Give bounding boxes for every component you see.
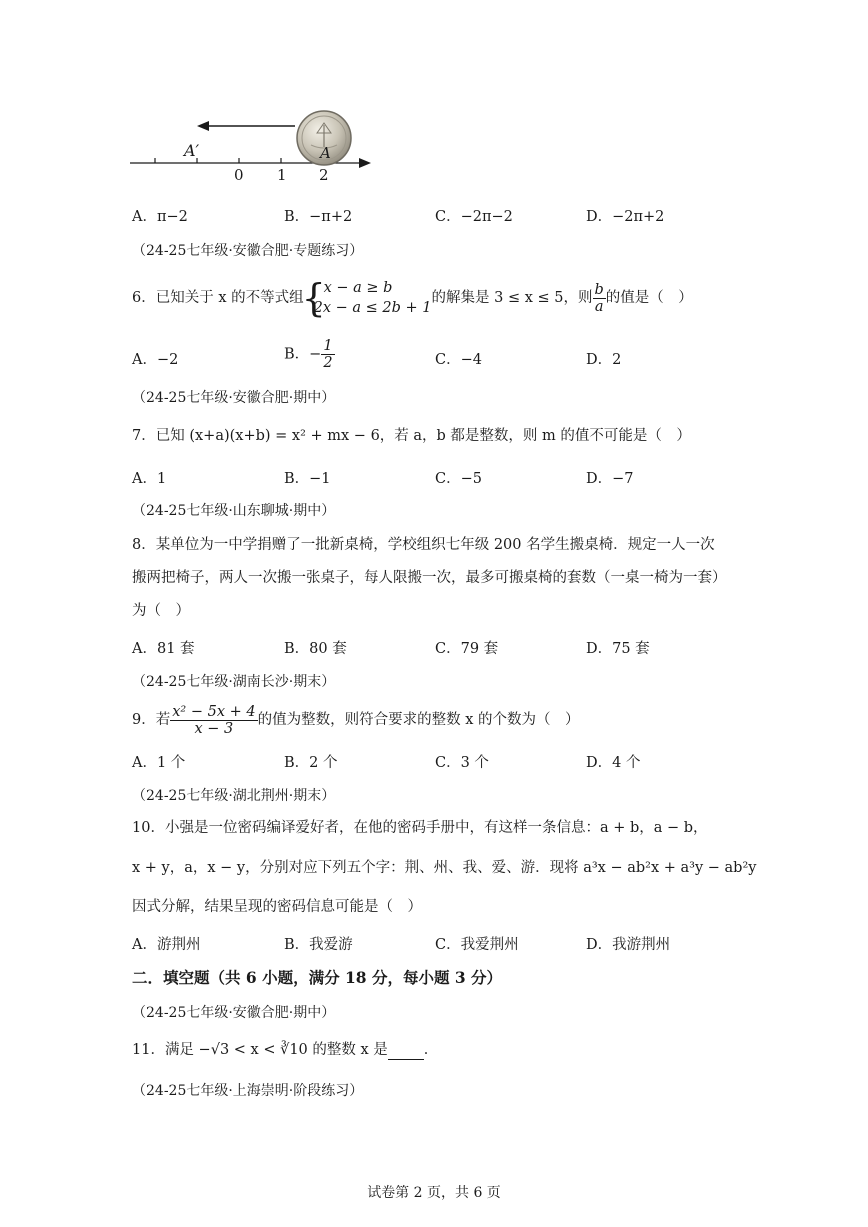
q11-question: 11．满足 −√3 < x < ∛10 的整数 x 是 ． (132, 1042, 439, 1058)
q5-option-b[interactable]: B．−π+2 (284, 209, 353, 225)
q10-option-b[interactable]: B．我爱游 (284, 937, 353, 953)
tick-label-1: 1 (277, 166, 287, 184)
coin-point-label: A (320, 144, 331, 162)
q10-line-1: 10．小强是一位密码编译爱好者，在他的密码手册中，有这样一条信息：a + b，a − b， (132, 820, 708, 836)
q5-option-a[interactable]: A．π−2 (132, 209, 188, 225)
q10-line-2: x + y，a，x − y，分别对应下列五个字：荆、州、我、爱、游．现将 a³x − ab²x + a³y − ab²y (132, 860, 757, 876)
q6-fraction: $\frac{b}{a}$ (594, 281, 604, 315)
q8-source: （24-25七年级·山东聊城·期中） (132, 503, 336, 519)
q8-line-2: 搬两把椅子，两人一次搬一张桌子，每人限搬一次，最多可搬桌椅的套数（一桌一椅为一套） (132, 570, 727, 586)
q9-option-a[interactable]: A．1 个 (132, 755, 186, 771)
q8-option-c[interactable]: C．79 套 (435, 641, 499, 657)
q11-answer-blank[interactable] (388, 1045, 424, 1060)
q8-option-b[interactable]: B．80 套 (284, 641, 347, 657)
q10-option-c[interactable]: C．我爱荆州 (435, 937, 519, 953)
q11-source: （24-25七年级·安徽合肥·期中） (132, 1005, 336, 1021)
q6-inequality-system: { x − a ≥ b 2x − a ≤ 2b + 1 (301, 276, 432, 320)
q6-option-b[interactable]: B．− $\frac{1}{2}$ (284, 338, 333, 371)
q5-option-d[interactable]: D．−2π+2 (586, 209, 665, 225)
q9-question: 9．若 $\frac{\text{x² − 5x + 4}}{x - 3}$ 的值为整数，则符合要求的整数 x 的个数为（ ） (132, 703, 580, 737)
q7-option-b[interactable]: B．−1 (284, 471, 331, 487)
q5-option-c[interactable]: C．−2π−2 (435, 209, 513, 225)
q7-source: （24-25七年级·安徽合肥·期中） (132, 390, 336, 406)
q7-option-c[interactable]: C．−5 (435, 471, 482, 487)
q9-option-c[interactable]: C．3 个 (435, 755, 489, 771)
q6-option-a[interactable]: A．−2 (132, 352, 179, 368)
tick-label-0: 0 (234, 166, 244, 184)
q6-source: （24-25七年级·安徽合肥·专题练习） (132, 243, 364, 259)
q7-option-d[interactable]: D．−7 (586, 471, 634, 487)
section-2-title: 二．填空题（共 6 小题，满分 18 分，每小题 3 分） (132, 968, 503, 987)
tick-label-2: 2 (319, 166, 329, 184)
q7-option-a[interactable]: A．1 (132, 471, 167, 487)
q10-line-3: 因式分解，结果呈现的密码信息可能是（ ） (132, 899, 422, 915)
q8-line-1: 8．某单位为一中学捐赠了一批新桌椅，学校组织七年级 200 名学生搬桌椅．规定一人一次 (132, 537, 715, 553)
q9-fraction: $\frac{\text{x² − 5x + 4}}{x - 3}$ (172, 703, 256, 737)
q10-option-a[interactable]: A．游荆州 (132, 937, 201, 953)
q12-source: （24-25七年级·上海崇明·阶段练习） (132, 1083, 364, 1099)
q10-source: （24-25七年级·湖北荆州·期末） (132, 788, 336, 804)
page-footer: 试卷第 2 页，共 6 页 (367, 1185, 501, 1201)
q6-option-d[interactable]: D．2 (586, 352, 622, 368)
q8-line-3: 为（ ） (132, 603, 190, 619)
q6-question: 6．已知关于 x 的不等式组 { x − a ≥ b 2x − a ≤ 2b + 1 的解集是 3 ≤ x ≤ 5，则 $\frac{b}{a}$ 的值是（ ） (132, 276, 693, 320)
q9-option-b[interactable]: B．2 个 (284, 755, 338, 771)
q9-option-d[interactable]: D．4 个 (586, 755, 641, 771)
number-line-figure (125, 105, 385, 185)
q7-question: 7．已知 (x+a)(x+b) = x² + mx − 6，若 a，b 都是整数，则 m 的值不可能是（ ） (132, 428, 691, 444)
q8-option-d[interactable]: D．75 套 (586, 641, 650, 657)
q10-option-d[interactable]: D．我游荆州 (586, 937, 671, 953)
point-a-prime-label: A′ (184, 141, 200, 160)
q6-option-c[interactable]: C．−4 (435, 352, 482, 368)
q8-option-a[interactable]: A．81 套 (132, 641, 195, 657)
q9-source: （24-25七年级·湖南长沙·期末） (132, 674, 336, 690)
